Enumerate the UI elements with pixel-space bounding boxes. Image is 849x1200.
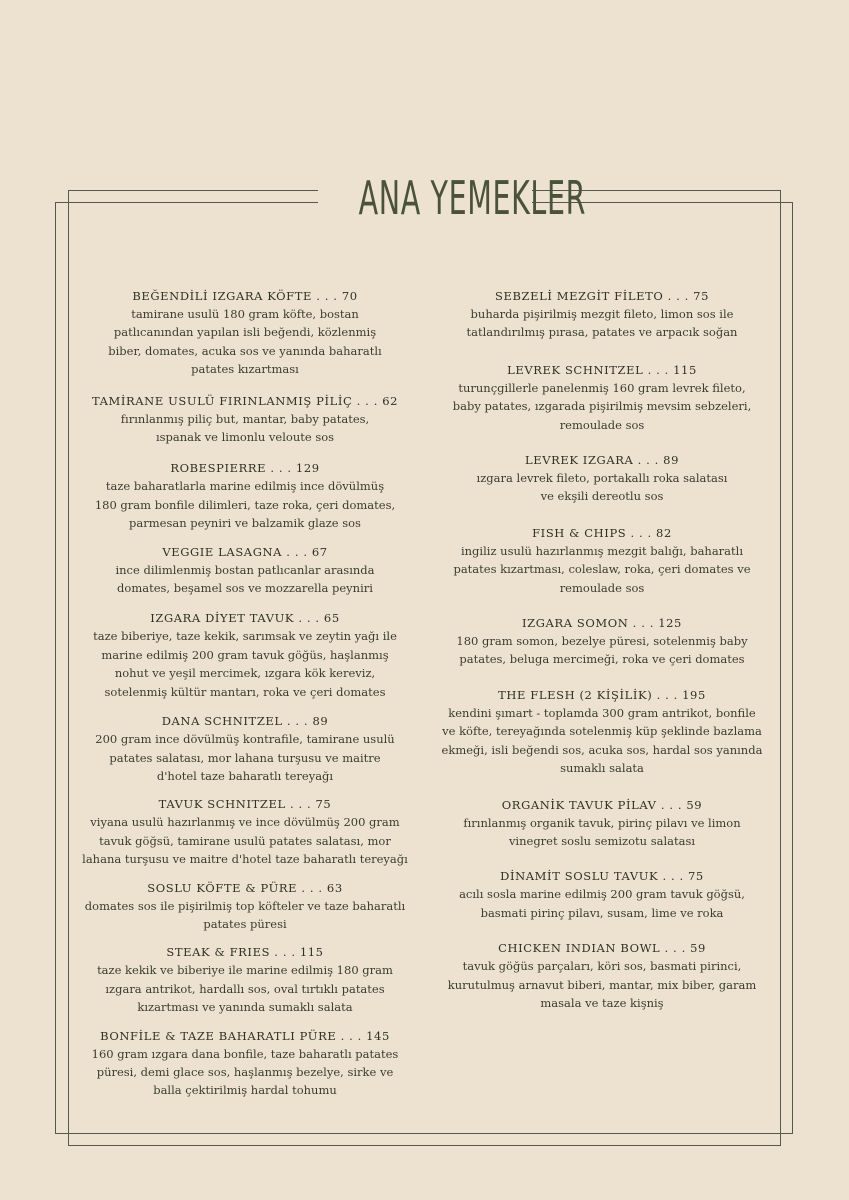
menu-item	[430, 867, 774, 922]
item-name: DANA SCHNITZEL . . . 89	[161, 714, 329, 729]
item-desc-line: domates sos ile pişirilmiş top köfteler ve taze baharatlı	[84, 898, 406, 913]
item-desc-line: patates salatası, mor lahana turşusu ve maitre	[109, 750, 381, 765]
item-desc-line: patlıcanından yapılan isli beğendi, közlenmiş	[113, 325, 377, 340]
menu-item	[78, 943, 412, 1016]
item-name: VEGGIE LASAGNA . . . 67	[162, 544, 328, 559]
item-desc-line: turunçgillerle panelenmiş 160 gram levrek fileto,	[458, 380, 746, 395]
item-name: SEBZELİ MEZGİT FİLETO . . . 75	[494, 289, 710, 303]
item-name: THE FLESH (2 KİŞİLİK) . . . 195	[498, 687, 706, 702]
item-desc-line: biber, domates, acuka sos ve yanında baharatlı	[108, 343, 382, 358]
menu-column-right	[430, 287, 774, 1012]
item-name: CHICKEN INDIAN BOWL . . . 59	[498, 941, 706, 956]
item-name: TAMİRANE USULÜ FIRINLANMIŞ PİLİÇ . . . 62	[91, 393, 399, 408]
item-name: TAVUK SCHNITZEL . . . 75	[158, 797, 332, 812]
item-name: IZGARA DİYET TAVUK . . . 65	[150, 611, 340, 626]
menu-item	[430, 614, 774, 669]
menu-item	[78, 287, 412, 379]
item-desc-line: fırınlanmış organik tavuk, pirinç pilavı ve limon	[463, 815, 741, 830]
menu-item	[78, 712, 412, 785]
item-name: BEĞENDİLİ IZGARA KÖFTE . . . 70	[132, 289, 358, 303]
item-desc-line: kızartması ve yanında sumaklı salata	[137, 1000, 353, 1015]
item-name: STEAK & FRIES . . . 115	[166, 945, 324, 960]
menu-item	[430, 287, 774, 342]
item-name: BONFİLE & TAZE BAHARATLI PÜRE . . . 145	[100, 1028, 390, 1043]
menu-item	[78, 1027, 412, 1100]
item-desc-line: buharda pişirilmiş mezgit fileto, limon sos ile	[470, 307, 734, 321]
item-desc-line: 200 gram ince dövülmüş kontrafile, tamirane usulü	[95, 732, 395, 747]
item-desc-line: 180 gram somon, bezelye püresi, sotelenmiş baby	[456, 634, 748, 649]
item-desc-line: patates kızartması	[191, 362, 299, 377]
item-desc-line: ingiliz usulü hazırlanmış mezgit balığı, baharatlı	[460, 543, 744, 558]
menu-item	[430, 939, 774, 1012]
menu-item	[78, 879, 412, 934]
item-desc-line: remoulade sos	[559, 417, 645, 432]
item-desc-line: patates, beluga mercimeği, roka ve çeri domates	[459, 652, 745, 667]
item-name: ROBESPIERRE . . . 129	[170, 461, 320, 476]
item-desc-line: taze kekik ve biberiye ile marine edilmiş 180 gram	[97, 963, 393, 978]
item-desc-line: tavuk göğüs parçaları, köri sos, basmati pirinci,	[462, 959, 742, 974]
page-title: ANA YEMEKLER	[358, 171, 587, 225]
item-desc-line: 180 gram bonfile dilimleri, taze roka, çeri domates,	[94, 497, 396, 512]
item-desc-line: ekmeği, isli beğendi sos, acuka sos, hardal sos yanında	[441, 742, 763, 757]
item-name: DİNAMİT SOSLU TAVUK . . . 75	[500, 869, 704, 884]
item-name: IZGARA SOMON . . . 125	[522, 616, 682, 631]
menu-item	[430, 686, 774, 778]
item-desc-line: püresi, demi glace sos, haşlanmış bezelye, sirke ve	[96, 1064, 394, 1079]
menu-column-left	[78, 287, 412, 1100]
item-desc-line: 160 gram ızgara dana bonfile, taze baharatlı patates	[91, 1046, 399, 1061]
menu-item	[430, 361, 774, 434]
menu-item	[78, 459, 412, 532]
menu-item	[78, 609, 412, 701]
item-desc-line: d'hotel taze baharatlı tereyağı	[156, 768, 334, 783]
item-desc-line: parmesan peyniri ve balzamik glaze sos	[129, 516, 361, 531]
item-name: ORGANİK TAVUK PİLAV . . . 59	[501, 797, 703, 812]
item-desc-line: basmati pirinç pilavı, susam, lime ve roka	[480, 905, 724, 920]
item-desc-line: marine edilmiş 200 gram tavuk göğüs, haşlanmış	[101, 647, 389, 662]
item-desc-line: masala ve taze kişniş	[540, 995, 664, 1010]
item-name: FISH & CHIPS . . . 82	[532, 525, 672, 540]
item-desc-line: tatlandırılmış pırasa, patates ve arpacık soğan	[466, 325, 738, 340]
item-desc-line: ızgara levrek fileto, portakallı roka salatası	[476, 471, 728, 486]
item-desc-line: nohut ve yeşil mercimek, ızgara kök kereviz,	[114, 666, 376, 681]
menu-item	[430, 796, 774, 851]
item-desc-line: ıspanak ve limonlu veloute sos	[155, 430, 335, 445]
item-desc-line: taze baharatlarla marine edilmiş ince dövülmüş	[105, 479, 385, 494]
item-desc-line: lahana turşusu ve maitre d'hotel taze baharatlı tereyağı	[82, 852, 408, 867]
item-name: SOSLU KÖFTE & PÜRE . . . 63	[147, 880, 343, 895]
item-desc-line: kendini şımart - toplamda 300 gram antrikot, bonfile	[448, 705, 756, 720]
menu-item	[78, 392, 412, 447]
menu-item	[78, 543, 412, 598]
item-name: LEVREK IZGARA . . . 89	[524, 453, 680, 468]
item-desc-line: ızgara antrikot, hardallı sos, oval tırtıklı patates	[105, 981, 385, 996]
item-desc-line: tamirane usulü 180 gram köfte, bostan	[131, 307, 359, 321]
item-desc-line: baby patates, ızgarada pişirilmiş mevsim sebzeleri,	[452, 399, 752, 414]
menu-item	[78, 795, 412, 868]
item-desc-line: ince dilimlenmiş bostan patlıcanlar arasında	[115, 562, 375, 577]
menu-item	[430, 524, 774, 597]
item-desc-line: sotelenmiş kültür mantarı, roka ve çeri domates	[104, 684, 386, 699]
item-desc-line: sumaklı salata	[560, 761, 644, 776]
item-desc-line: fırınlanmış piliç but, mantar, baby patates,	[120, 411, 370, 426]
item-desc-line: remoulade sos	[559, 580, 645, 595]
item-desc-line: tavuk göğsü, tamirane usulü patates salatası, mor	[99, 833, 391, 848]
item-name: LEVREK SCHNITZEL . . . 115	[507, 362, 697, 377]
item-desc-line: viyana usulü hazırlanmış ve ince dövülmüş 200 gram	[90, 815, 400, 830]
item-desc-line: kurutulmuş arnavut biberi, mantar, mix biber, garam	[447, 977, 757, 992]
item-desc-line: acılı sosla marine edilmiş 200 gram tavuk göğsü,	[459, 887, 745, 902]
item-desc-line: ve ekşili dereotlu sos	[540, 489, 664, 504]
item-desc-line: patates kızartması, coleslaw, roka, çeri domates ve	[453, 562, 751, 577]
menu-item	[430, 451, 774, 506]
item-desc-line: taze biberiye, taze kekik, sarımsak ve zeytin yağı ile	[93, 629, 397, 644]
item-desc-line: vinegret soslu semizotu salatası	[508, 833, 696, 848]
item-desc-line: ve köfte, tereyağında sotelenmiş küp şeklinde bazlama	[442, 724, 762, 739]
item-desc-line: patates püresi	[203, 916, 287, 931]
item-desc-line: domates, beşamel sos ve mozzarella peyniri	[117, 581, 373, 596]
item-desc-line: balla çektirilmiş hardal tohumu	[153, 1083, 337, 1098]
